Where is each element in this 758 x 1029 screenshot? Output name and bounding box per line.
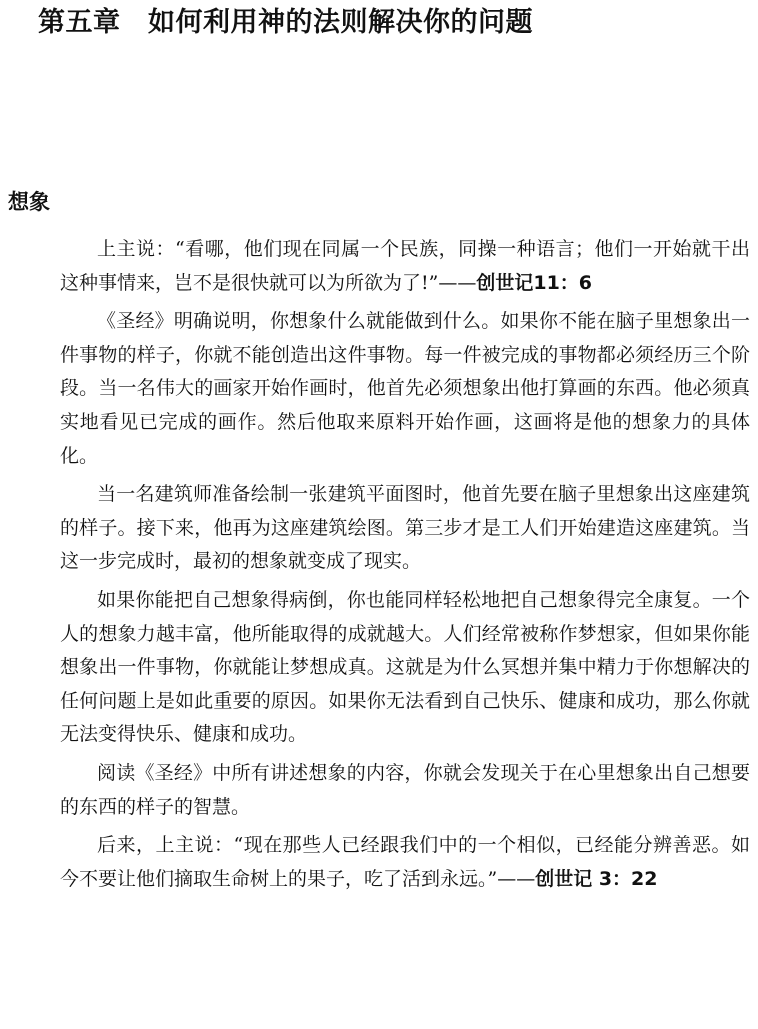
section-heading: 想象	[8, 190, 50, 214]
paragraph-text: 阅读《圣经》中所有讲述想象的内容，你就会发现关于在心里想象出自己想要的东西的样子的智慧。	[60, 761, 750, 818]
paragraph-text: 上主说：“看哪，他们现在同属一个民族，同操一种语言；他们一开始就干出这种事情来，岂不是很快就可以为所欲为了!”——	[60, 238, 750, 294]
paragraph	[60, 584, 750, 752]
paragraph-text: 《圣经》明确说明，你想象什么就能做到什么。如果你不能在脑子里想象出一件事物的样子，你就不能创造出这件事物。每一件被完成的事物都必须经历三个阶段。当一名伟大的画家开始作画时，他首先必须想象出他打算画的东西。他必须真实地看见已完成的画作。然后他取来原料开始作画，这画将是他的想象力的具体化。	[60, 310, 750, 467]
paragraph	[60, 757, 750, 824]
paragraph	[60, 233, 750, 300]
scripture-citation: 创世记11：6	[476, 271, 593, 294]
paragraph-text: 当一名建筑师准备绘制一张建筑平面图时，他首先要在脑子里想象出这座建筑的样子。接下来，他再为这座建筑绘图。第三步才是工人们开始建造这座建筑。当这一步完成时，最初的想象就变成了现实。	[60, 483, 750, 573]
body-text	[60, 233, 750, 901]
paragraph-text: 后来，上主说：“现在那些人已经跟我们中的一个相似，已经能分辨善恶。如今不要让他们摘取生命树上的果子，吃了活到永远。”——	[60, 834, 750, 890]
paragraph	[60, 478, 750, 579]
paragraph	[60, 305, 750, 473]
paragraph	[60, 829, 750, 896]
chapter-title: 第五章 如何利用神的法则解决你的问题	[38, 7, 533, 38]
scripture-citation: 创世记 3：22	[535, 867, 658, 890]
paragraph-text: 如果你能把自己想象得病倒，你也能同样轻松地把自己想象得完全康复。一个人的想象力越丰富，他所能取得的成就越大。人们经常被称作梦想家，但如果你能想象出一件事物，你就能让梦想成真。这就是为什么冥想并集中精力于你想解决的任何问题上是如此重要的原因。如果你无法看到自己快乐、健康和成功，那么你就无法变得快乐、健康和成功。	[60, 588, 750, 746]
